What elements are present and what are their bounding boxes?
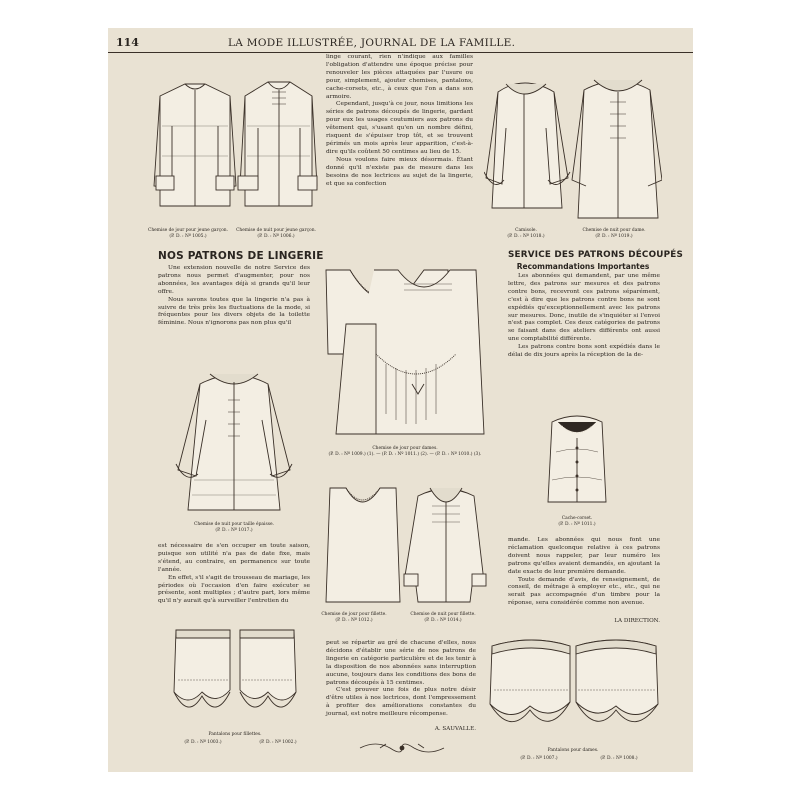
caption-corset-cover [532, 516, 622, 528]
pattern-ref: (P. D. : Nº 1019.) [595, 234, 633, 239]
caption-text: Cache-corset. [561, 516, 593, 521]
caption-text: Chemise de nuit pour jeune garçon. [236, 228, 316, 233]
ref-ladies-drawers-b: (P. D. : Nº 1008.) [600, 756, 638, 761]
caption-girls-drawers [170, 732, 300, 738]
article-heading: NOS PATRONS DE LINGERIE [158, 250, 324, 262]
service-heading: SERVICE DES PATRONS DÉCOUPÉS [508, 250, 683, 260]
paragraph: linge courant, rien n'indique aux familles l'obligation d'attendre une époque précise pour renouveler les pièces attaquées par l'usure ou pour, simplement, ajouter chemises, pantalons, cache-corsets, etc., à ceux que l'on a dans son armoire. [326, 54, 473, 100]
page-header [108, 36, 693, 53]
service-signature: LA DIRECTION. [614, 618, 660, 624]
pattern-ref: (P. D. : Nº 1006.) [257, 234, 295, 239]
pattern-ref: (P. D. : Nº 1018.) [507, 234, 545, 239]
pattern-ref: (P. D. : Nº 1017.) [215, 528, 253, 533]
page-number: 114 [116, 36, 139, 49]
girls-drawers-illustration [170, 620, 300, 728]
pattern-ref: (P. D. : Nº 1005.) [169, 234, 207, 239]
paragraph: Les abonnées qui demandent, par une même lettre, des patrons sur mesures et des patrons contre bons, recevront ces patrons séparément, c'est à dire que les patrons contre bons ne sont expédiés qu'exceptionnellement avec les patrons sur mesures. Donc, inutile de s'inquiéter si l'envoi n'est pas complet. Ces deux catégories de patrons se faisant dans des ateliers différents ont aussi une comptabilité différente. [508, 273, 660, 343]
service-col3-bottom [508, 537, 660, 608]
paragraph: est nécessaire de s'en occuper en toute saison, puisque son utilité n'a pas de date fixe, mais s'étend, au contraire, en permanence sur toute l'année. [158, 543, 310, 573]
caption-girl-day-shirt [312, 612, 396, 624]
caption-girl-night-shirt [400, 612, 486, 624]
journal-page [108, 28, 693, 772]
caption-text: Pantalons pour dames. [547, 748, 599, 753]
paragraph: Les patrons contre bons sont expédiés dans le délai de dix jours après la réception de la de- [508, 344, 660, 359]
ref-girls-drawers-b: (P. D. : Nº 1002.) [259, 740, 297, 745]
caption-ladies-drawers [484, 748, 662, 754]
paragraph: En effet, s'il s'agit de trousseau de mariage, les périodes où l'occasion d'en faire exécuter se présente, sont multiples ; d'autre part, lors même qu'il n'y aurait qu'à surveiller l'entretien du [158, 574, 310, 605]
ladies-chemises-illustration [316, 264, 494, 444]
caption-text: Pantalons pour fillettes. [208, 732, 262, 737]
article-col2-bottom [326, 640, 476, 719]
article-col1-bottom [158, 543, 310, 606]
ornament-flourish [356, 740, 448, 756]
caption-text: Chemise de nuit pour fillette. [410, 612, 476, 617]
pattern-ref: (P. D. : Nº 1014.) [424, 618, 462, 623]
service-col3-top [508, 273, 660, 360]
ref-girls-drawers-a: (P. D. : Nº 1003.) [184, 740, 222, 745]
paragraph: peut se répartir au gré de chacune d'elles, nous décidons d'établir une série de nos patrons de lingerie en catégorie particulière et de les tenir à la disposition de nos abonnées sans interruption aucune, toujours dans les conditions des bons de patrons découpés à 15 centimes. [326, 640, 476, 686]
nightgown-illustration [170, 360, 298, 518]
paragraph: Nous voulons faire mieux désormais. Étant donné qu'il n'existe pas de mesure dans les besoins de nos lectrices au sujet de la lingerie, et que sa confection [326, 156, 473, 187]
girls-shirts-illustration [322, 482, 488, 608]
camisole-nightgown-illustration [484, 68, 662, 226]
caption-camisole [488, 228, 564, 240]
caption-boy-day-shirt [148, 228, 228, 240]
article-col1-top [158, 265, 310, 328]
caption-text: Chemise de jour pour dames. [372, 446, 438, 451]
caption-lady-nightgown [568, 228, 660, 240]
ladies-drawers-illustration [484, 632, 662, 744]
pattern-ref: (P. D. : Nº 1009.) (1). — (P. D. : Nº 1011.) (2). — (P. D. : Nº 1010.) (3). [328, 452, 482, 457]
service-subheading: Recommandations Importantes [516, 262, 650, 271]
caption-thick-nightgown [170, 522, 298, 534]
caption-text: Chemise de jour pour fillette. [321, 612, 387, 617]
article-signature: A. SAUVALLE. [434, 726, 476, 732]
paragraph: C'est prouver une fois de plus notre désir d'être utiles à nos lectrices, dont l'empressement à profiter des améliorations constantes du journal, est notre meilleure récompense. [326, 687, 476, 718]
paragraph: Cependant, jusqu'à ce jour, nous limitions les séries de patrons découpés de lingerie, gardant pour eux les usages coutumiers aux patrons du vêtement qui, s'usant qu'en un nombre défini, risquent de s'épuiser trop tôt, et se trouvent périmés un mois après leur apparition, c'est-à-dire qu'ils coûtent 50 centimes au lieu de 15. [326, 101, 473, 155]
ref-ladies-drawers-a: (P. D. : Nº 1007.) [520, 756, 558, 761]
journal-title: LA MODE ILLUSTRÉE, JOURNAL DE LA FAMILLE. [228, 37, 516, 49]
article-col2-top [326, 54, 473, 188]
caption-text: Chemise de jour pour jeune garçon. [148, 228, 228, 233]
caption-text: Camisole. [515, 228, 537, 233]
paragraph: Toute demande d'avis, de renseignement, de conseil, de métrage à employer etc., etc., qui ne serait pas accompagnée d'un timbre pour la réponse, sera considérée comme non avenue. [508, 576, 660, 607]
caption-text: Chemise de nuit pour dame. [582, 228, 646, 233]
caption-text: Chemise de nuit pour taille épaisse. [194, 522, 274, 527]
pattern-ref: (P. D. : Nº 1011.) [558, 522, 596, 527]
corset-cover-illustration [542, 412, 612, 512]
paragraph: mande. Les abonnées qui nous font une réclamation quelconque relative à ces patrons doivent nous rappeler, par leur numéro les patrons qu'elles avaient demandés, en ajoutant la date exacte de leur première demande. [508, 537, 660, 575]
caption-boy-night-shirt [236, 228, 316, 240]
boys-shirts-illustration [150, 66, 318, 224]
pattern-ref: (P. D. : Nº 1012.) [335, 618, 373, 623]
paragraph: Une extension nouvelle de notre Service des patrons nous permet d'augmenter, pour nos abonnées, les avantages déjà si grands qu'il leur offre. [158, 265, 310, 295]
paragraph: Nous savons toutes que la lingerie n'a pas à suivre de très près les fluctuations de la mode, si fréquentes pour les divers objets de la toilette féminine. Nous n'ignorons pas non plus qu'il [158, 296, 310, 327]
caption-ladies-chemises [316, 446, 494, 458]
